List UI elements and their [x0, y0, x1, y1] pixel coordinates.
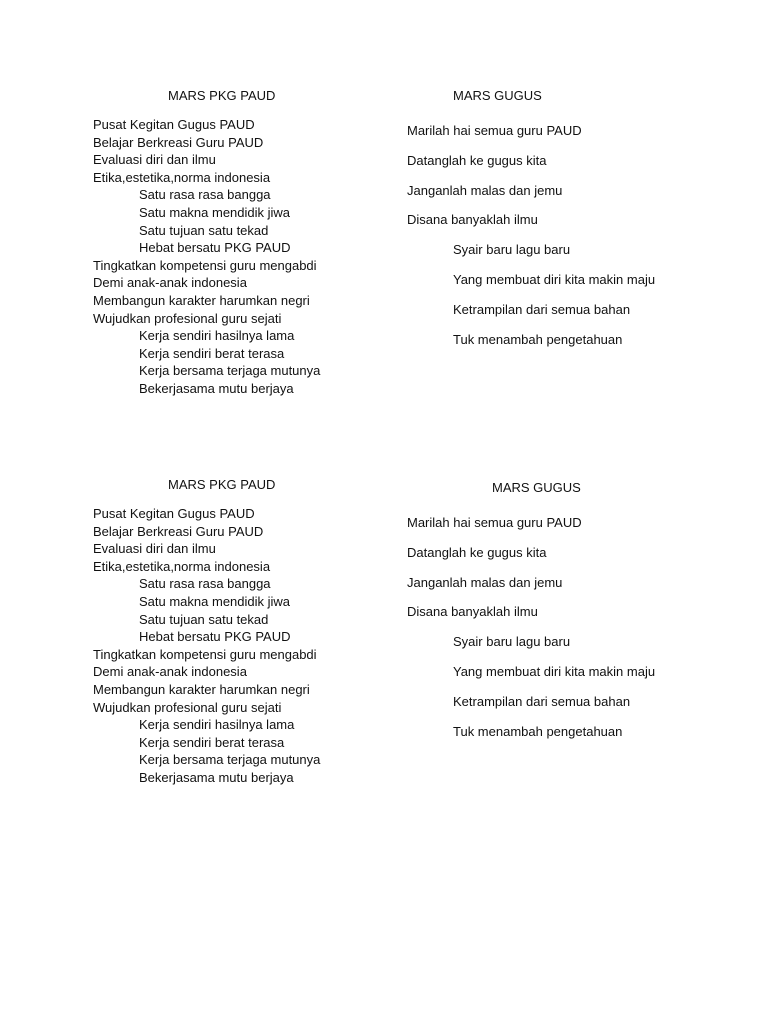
lyric-line: Ketrampilan dari semua bahan [453, 693, 631, 709]
lyric-line: Kerja sendiri berat terasa [139, 734, 285, 750]
lyric-line: Etika,estetika,norma indonesia [93, 558, 271, 574]
lyric-line: Membangun karakter harumkan negri [93, 292, 310, 308]
lyric-line: Marilah hai semua guru PAUD [407, 123, 582, 138]
gugus-lyrics-1 [407, 123, 727, 361]
lyric-line: Demi anak-anak indonesia [93, 275, 247, 291]
lyric-line: Satu rasa rasa bangga [139, 576, 271, 592]
lyric-line: Disana banyaklah ilmu [407, 212, 538, 228]
gugus-title-2: MARS GUGUS [492, 480, 581, 495]
lyric-line: Wujudkan profesional guru sejati [93, 310, 282, 326]
lyric-line: Janganlah malas dan jemu [407, 182, 563, 198]
lyric-line: Pusat Kegitan Gugus PAUD [93, 506, 255, 521]
lyric-line: Etika,estetika,norma indonesia [93, 169, 271, 185]
pkg-title-2: MARS PKG PAUD [168, 477, 276, 492]
lyric-line: Syair baru lagu baru [453, 634, 571, 650]
lyric-line: Pusat Kegitan Gugus PAUD [93, 117, 255, 132]
lyric-line: Bekerjasama mutu berjaya [139, 380, 294, 396]
lyric-line: Kerja sendiri hasilnya lama [139, 717, 295, 733]
lyric-line: Datanglah ke gugus kita [407, 152, 547, 168]
lyric-line: Disana banyaklah ilmu [407, 604, 538, 620]
lyric-line: Tuk menambah pengetahuan [453, 723, 623, 739]
lyric-line: Wujudkan profesional guru sejati [93, 699, 282, 715]
lyric-line: Hebat bersatu PKG PAUD [139, 240, 291, 256]
lyric-line: Satu tujuan satu tekad [139, 222, 269, 238]
lyric-line: Evaluasi diri dan ilmu [93, 152, 216, 168]
lyric-line: Satu tujuan satu tekad [139, 611, 269, 627]
lyric-line: Syair baru lagu baru [453, 242, 571, 258]
lyric-line: Satu rasa rasa bangga [139, 187, 271, 203]
pkg-title-1: MARS PKG PAUD [168, 88, 276, 103]
lyric-line: Yang membuat diri kita makin maju [453, 663, 656, 679]
lyric-line: Demi anak-anak indonesia [93, 664, 247, 680]
lyric-line: Kerja sendiri hasilnya lama [139, 328, 295, 344]
pkg-lyrics-2 [93, 505, 393, 787]
lyric-line: Evaluasi diri dan ilmu [93, 541, 216, 557]
lyric-line: Satu makna mendidik jiwa [139, 204, 291, 220]
pkg-lyrics-1 [93, 116, 393, 398]
lyric-line: Kerja bersama terjaga mutunya [139, 363, 321, 379]
lyric-line: Marilah hai semua guru PAUD [407, 515, 582, 530]
lyric-line: Kerja bersama terjaga mutunya [139, 752, 321, 768]
lyric-line: Bekerjasama mutu berjaya [139, 769, 294, 785]
gugus-title-1: MARS GUGUS [453, 88, 542, 103]
lyric-line: Tingkatkan kompetensi guru mengabdi [93, 646, 317, 662]
lyric-line: Tingkatkan kompetensi guru mengabdi [93, 257, 317, 273]
lyric-line: Tuk menambah pengetahuan [453, 331, 623, 347]
lyric-line: Kerja sendiri berat terasa [139, 345, 285, 361]
lyric-line: Janganlah malas dan jemu [407, 574, 563, 590]
lyric-line: Membangun karakter harumkan negri [93, 681, 310, 697]
lyric-line: Belajar Berkreasi Guru PAUD [93, 134, 264, 150]
lyric-line: Yang membuat diri kita makin maju [453, 271, 656, 287]
lyric-line: Satu makna mendidik jiwa [139, 593, 291, 609]
lyric-line: Belajar Berkreasi Guru PAUD [93, 523, 264, 539]
lyric-line: Ketrampilan dari semua bahan [453, 301, 631, 317]
lyric-line: Hebat bersatu PKG PAUD [139, 629, 291, 645]
lyric-line: Datanglah ke gugus kita [407, 544, 547, 560]
gugus-lyrics-2 [407, 515, 727, 753]
